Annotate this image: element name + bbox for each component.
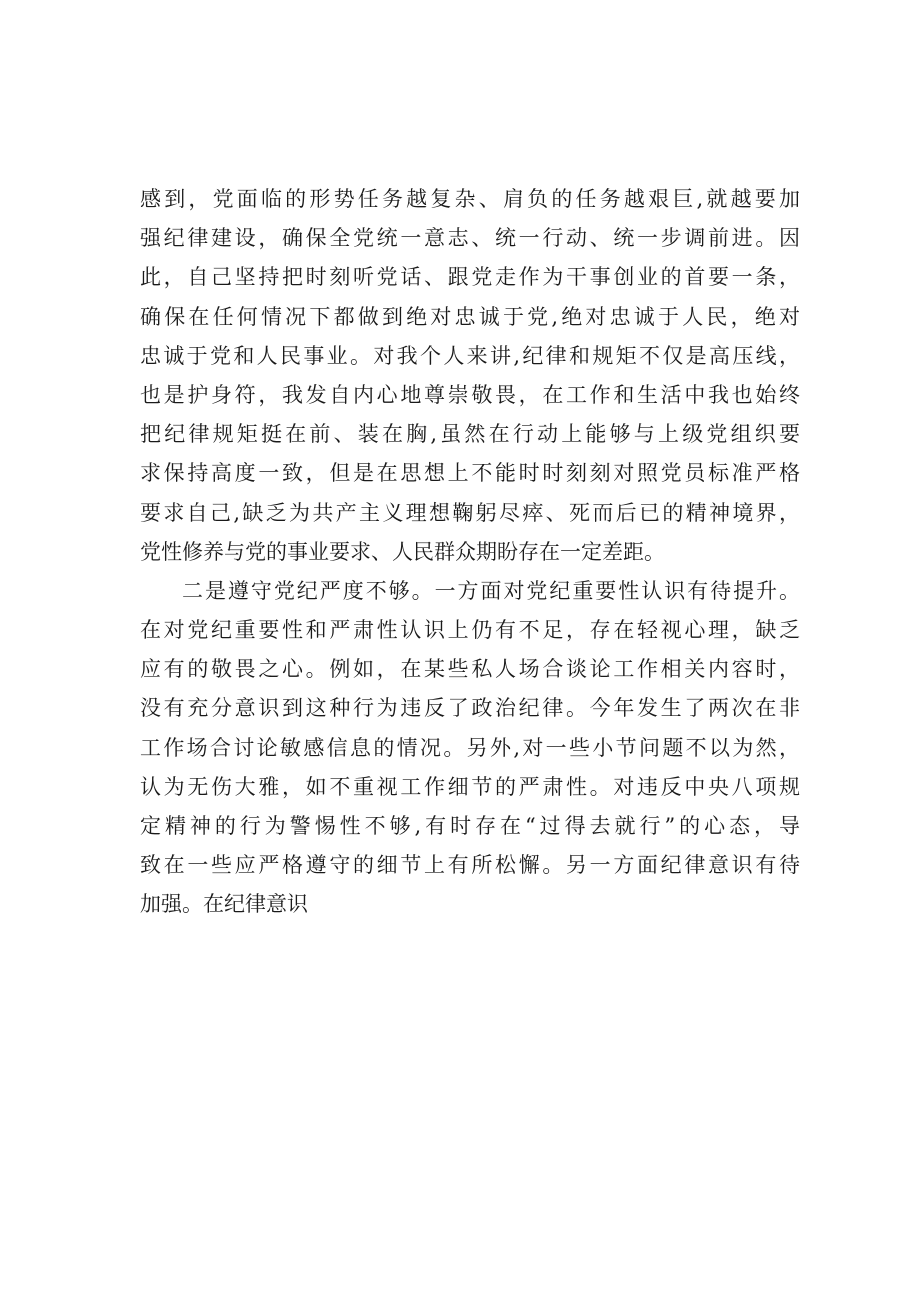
- text-line-content: 党性修养与党的事业要求、人民群众期盼存在一定差距。: [140, 539, 665, 564]
- text-line: [140, 611, 800, 650]
- text-line: [140, 885, 800, 924]
- text-line: [140, 729, 800, 768]
- text-line-content: 工作场合讨论敏感信息的情况。另外,对一些小节问题不以为然，: [140, 735, 800, 760]
- text-line-content: 致在一些应严格遵守的细节上有所松懈。另一方面纪律意识有待: [140, 853, 800, 878]
- text-line-content: 也是护身符，我发自内心地尊崇敬畏，在工作和生活中我也始终: [140, 382, 800, 407]
- text-line: [140, 219, 800, 258]
- body-text: [140, 180, 800, 925]
- text-line: [140, 376, 800, 415]
- text-line: [140, 846, 800, 885]
- text-line: [140, 807, 800, 846]
- text-line: [140, 494, 800, 533]
- text-line: [140, 533, 800, 572]
- text-line-content: 加强。在纪律意识: [140, 892, 308, 917]
- text-line-content: 在对党纪重要性和严肃性认识上仍有不足，存在轻视心理，缺乏: [140, 618, 800, 643]
- text-line: [140, 415, 800, 454]
- text-line: [140, 689, 800, 728]
- text-line-content: 二是遵守党纪严度不够。一方面对党纪重要性认识有待提升。: [182, 578, 800, 603]
- text-line: [140, 298, 800, 337]
- text-line-content: 确保在任何情况下都做到绝对忠诚于党,绝对忠诚于人民，绝对: [140, 304, 800, 329]
- text-line-content: 认为无伤大雅，如不重视工作细节的严肃性。对违反中央八项规: [140, 774, 800, 799]
- text-line-content: 没有充分意识到这种行为违反了政治纪律。今年发生了两次在非: [140, 696, 800, 721]
- text-line: [140, 258, 800, 297]
- text-line-content: 把纪律规矩挺在前、装在胸,虽然在行动上能够与上级党组织要: [140, 422, 800, 447]
- text-line: [140, 572, 800, 611]
- text-line-content: 忠诚于党和人民事业。对我个人来讲,纪律和规矩不仅是高压线，: [140, 343, 800, 368]
- text-line-content: 要求自己,缺乏为共产主义理想鞠躬尽瘁、死而后已的精神境界，: [140, 500, 800, 525]
- text-line-content: 强纪律建设，确保全党统一意志、统一行动、统一步调前进。因: [140, 226, 800, 251]
- text-line: [140, 650, 800, 689]
- text-line-content: 定精神的行为警惕性不够,有时存在“过得去就行”的心态，导: [140, 814, 800, 838]
- text-line-content: 求保持高度一致，但是在思想上不能时时刻刻对照党员标准严格: [140, 461, 800, 486]
- text-line-content: 感到，党面临的形势任务越复杂、肩负的任务越艰巨,就越要加: [140, 187, 800, 211]
- text-line-content: 应有的敬畏之心。例如，在某些私人场合谈论工作相关内容时，: [140, 657, 800, 682]
- text-line: [140, 768, 800, 807]
- text-line: [140, 337, 800, 376]
- text-line: [140, 454, 800, 493]
- text-line-content: 此，自己坚持把时刻听党话、跟党走作为干事创业的首要一条，: [140, 265, 800, 290]
- text-line: [140, 180, 800, 219]
